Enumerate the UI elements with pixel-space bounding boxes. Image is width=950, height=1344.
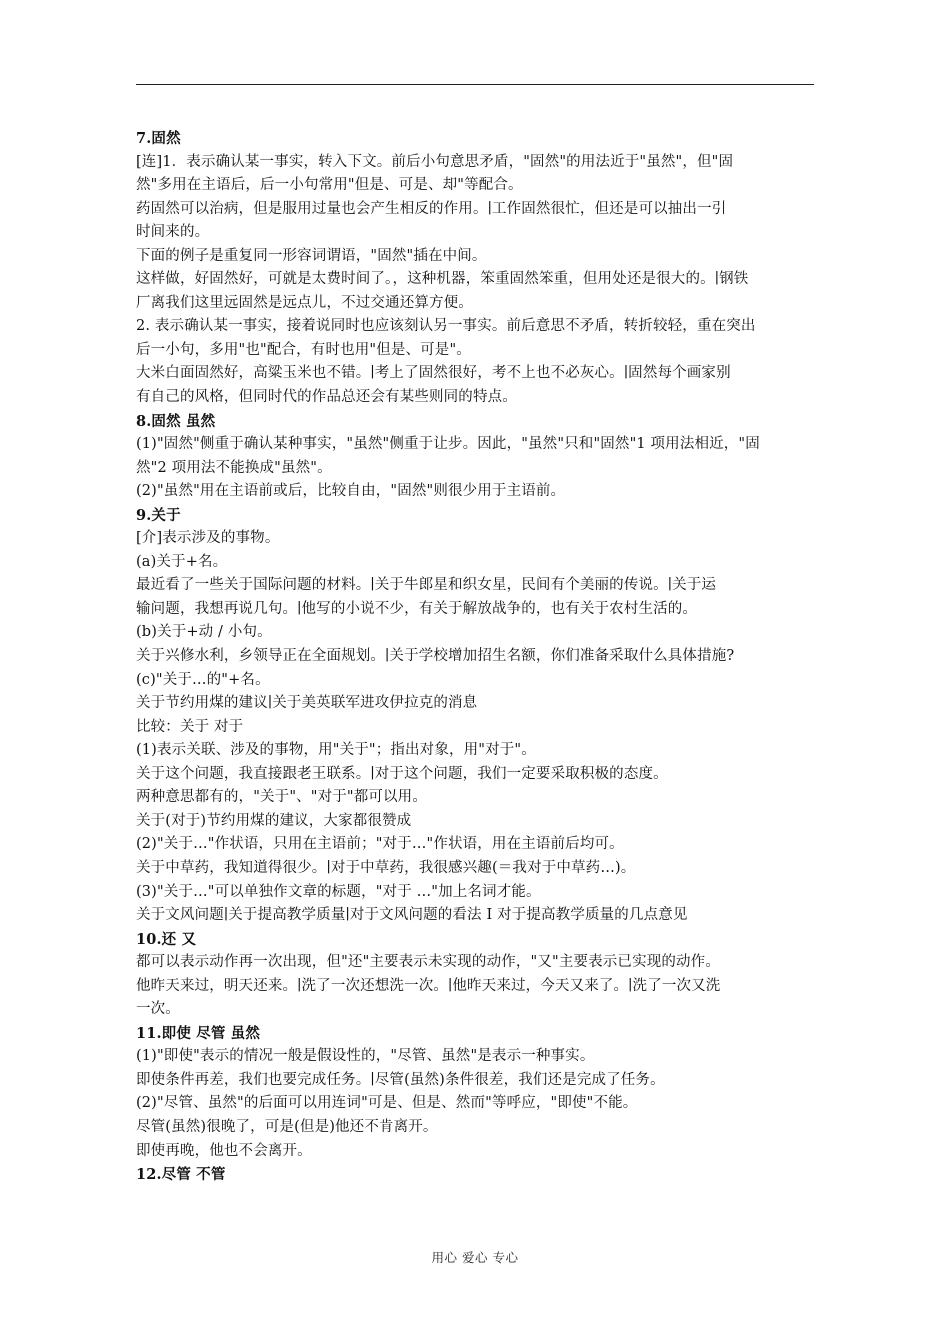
section-heading: 9.关于 xyxy=(136,506,181,524)
text-line: 时间来的。 xyxy=(136,224,210,241)
text-line: 关于(对于)节约用煤的建议，大家都很赞成 xyxy=(136,812,412,829)
text-line: 两种意思都有的，"关于"、"对于"都可以用。 xyxy=(136,789,427,806)
text-line: (c)"关于…的"+名。 xyxy=(136,671,270,688)
text-line: (1)"固然"侧重于确认某种事实，"虽然"侧重于让步。因此，"虽然"只和"固然"1 项用法相近，"固 xyxy=(136,436,760,453)
text-line: (a)关于+名。 xyxy=(136,553,228,570)
text-line: 他昨天来过，明天还来。∣洗了一次还想洗一次。∣他昨天来过，今天又来了。∣洗了一次又洗 xyxy=(136,977,721,994)
text-line: 关于节约用煤的建议∣关于美英联军进攻伊拉克的消息 xyxy=(136,695,478,712)
text-line: 即使再晚，他也不会离开。 xyxy=(136,1142,312,1159)
page-footer: 用心 爱心 专心 xyxy=(431,1250,519,1265)
text-line: 比较：关于 对于 xyxy=(136,718,244,735)
section-heading: 11.即使 尽管 虽然 xyxy=(136,1024,260,1042)
text-line: 即使条件再差，我们也要完成任务。∣尽管(虽然)条件很差，我们还是完成了任务。 xyxy=(136,1071,665,1088)
text-line: 都可以表示动作再一次出现，但"还"主要表示未实现的动作，"又"主要表示已实现的动作。 xyxy=(136,954,720,971)
text-line: 关于文风问题∣关于提高教学质量∣对于文风问题的看法 I 对于提高教学质量的几点意见 xyxy=(136,907,688,924)
text-line: (b)关于+动 / 小句。 xyxy=(136,624,272,641)
text-line: (1)"即使"表示的情况一般是假设性的，"尽管、虽然"是表示一种事实。 xyxy=(136,1048,595,1065)
section-heading: 12.尽管 不管 xyxy=(136,1166,226,1184)
text-line: 这样做，好固然好，可就是太费时间了。，这种机器，笨重固然笨重，但用处还是很大的。∣钢铁 xyxy=(136,271,749,288)
text-line: 然"多用在主语后，后一小句常用"但是、可是、却"等配合。 xyxy=(136,177,523,194)
text-line: (3)"关于…"可以单独作文章的标题，"对于 …"加上名词才能。 xyxy=(136,883,541,900)
text-line: 有自己的风格，但同时代的作品总还会有某些则同的特点。 xyxy=(136,389,517,406)
header-rule xyxy=(136,84,814,85)
text-line: (2)"尽管、虽然"的后面可以用连词"可是、但是、然而"等呼应，"即使"不能。 xyxy=(136,1095,638,1112)
text-line: 最近看了一些关于国际问题的材料。∣关于牛郎星和织女星，民间有个美丽的传说。∣关于运 xyxy=(136,577,717,594)
text-line: 关于这个问题，我直接跟老王联系。∣对于这个问题，我们一定要采取积极的态度。 xyxy=(136,765,668,782)
text-line: [连]1．表示确认某一事实，转入下文。前后小句意思矛盾，"固然"的用法近于"虽然"，但"固 xyxy=(136,153,734,170)
document-body xyxy=(136,127,816,1187)
text-line: (2)"关于…"作状语，只用在主语前；"对于…"作状语，用在主语前后均可。 xyxy=(136,836,624,853)
text-line: 尽管(虽然)很晚了，可是(但是)他还不肯离开。 xyxy=(136,1118,438,1135)
text-line: 输问题，我想再说几句。∣他写的小说不少，有关于解放战争的，也有关于农村生活的。 xyxy=(136,600,698,617)
section-heading: 8.固然 虽然 xyxy=(136,412,216,430)
text-line: 药固然可以治病，但是服用过量也会产生相反的作用。∣工作固然很忙，但还是可以抽出一引 xyxy=(136,200,727,217)
text-line: 然"2 项用法不能换成"虽然"。 xyxy=(136,459,332,476)
text-line: 厂离我们这里远固然是远点儿，不过交通还算方便。 xyxy=(136,294,473,311)
text-line: 关于中草药，我知道得很少。∣对于中草药，我很感兴趣(＝我对于中草药…)。 xyxy=(136,859,636,876)
text-line: 下面的例子是重复同一形容词谓语，"固然"插在中间。 xyxy=(136,247,487,264)
text-line: 2. 表示确认某一事实，接着说同时也应该刻认另一事实。前后意思不矛盾，转折较轻，重在突出 xyxy=(136,318,756,335)
text-line: 关于兴修水利，乡领导正在全面规划。∣关于学校增加招生名额，你们准备采取什么具体措施? xyxy=(136,648,735,665)
text-line: 一次。 xyxy=(136,1001,180,1018)
text-line: [介]表示涉及的事物。 xyxy=(136,530,280,547)
text-line: 大米白面固然好，高粱玉米也不错。∣考上了固然很好，考不上也不必灰心。∣固然每个画家别 xyxy=(136,365,731,382)
section-heading: 7.固然 xyxy=(136,130,181,147)
section-heading: 10.还 又 xyxy=(136,930,197,948)
text-line: 后一小句，多用"也"配合，有时也用"但是、可是"。 xyxy=(136,341,471,358)
text-line: (2)"虽然"用在主语前或后，比较自由，"固然"则很少用于主语前。 xyxy=(136,483,566,500)
text-line: (1)表示关联、涉及的事物，用"关于"；指出对象，用"对于"。 xyxy=(136,742,536,759)
